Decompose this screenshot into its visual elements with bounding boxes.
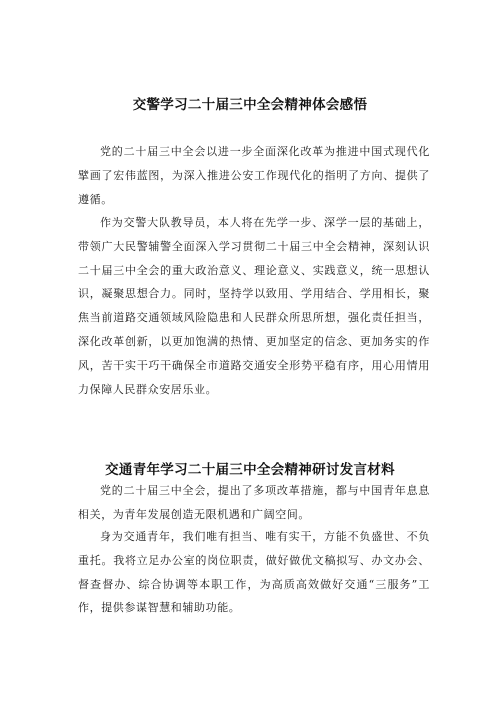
paragraph: 党的二十届三中全会，提出了多项改革措施，都与中国青年息息相关，为青年发展创造无限机遇和广阔空间。 [78, 484, 430, 521]
paragraph: 身为交通青年，我们唯有担当、唯有实干，方能不负盛世、不负重托。我将立足办公室的岗位职责，做好做优文稿拟写、办文办会、督查督办、综合协调等本职工作，为高质高效做好交通“三服务”工作，提供参谋智慧和辅助功能。 [78, 530, 430, 615]
section-title: 交警学习二十届三中全会精神体会感悟 [132, 97, 368, 113]
section-title: 交通青年学习二十届三中全会精神研讨发言材料 [105, 462, 395, 478]
paragraph: 作为交警大队教导员，本人将在先学一步、深学一层的基础上，带领广大民警辅警全面深入学习贯彻二十届三中全会精神，深刻认识二十届三中全会的重大政治意义、理论意义、实践意义，统一思想认识，凝聚思想合力。同时，坚持学以致用、学用结合、学用相长，聚焦当前道路交通领域风险隐患和人民群众所思所想，强化责任担当，深化改革创新，以更加饱满的热情、更加坚定的信念、更加务实的作风，苦干实干巧干确保全市道路交通安全形势平稳有序，用心用情用力保障人民群众安居乐业。 [78, 216, 430, 396]
paragraph: 党的二十届三中全会以进一步全面深化改革为推进中国式现代化擘画了宏伟蓝图，为深入推进公安工作现代化的指明了方向、提供了遵循。 [78, 145, 430, 206]
